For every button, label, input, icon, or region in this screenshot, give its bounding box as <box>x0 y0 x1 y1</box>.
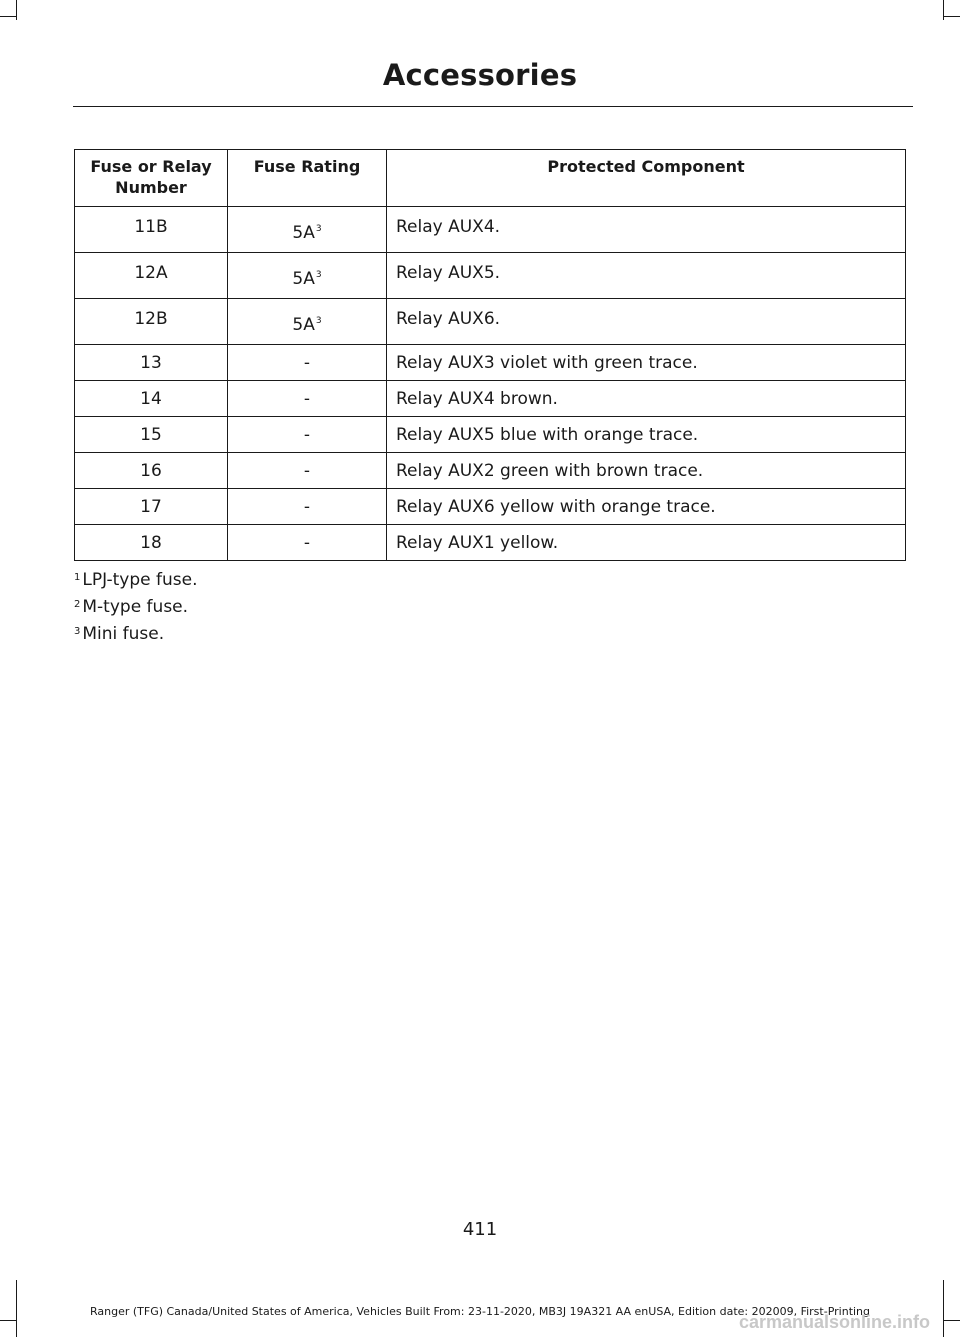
protected-component-cell: Relay AUX1 yellow. <box>387 525 906 561</box>
table-row <box>75 299 906 345</box>
title-divider <box>73 106 913 107</box>
protected-component-cell: Relay AUX6. <box>387 299 906 345</box>
page-title: Accessories <box>382 58 578 92</box>
protected-component-cell: Relay AUX4. <box>387 207 906 253</box>
protected-component-cell: Relay AUX5. <box>387 253 906 299</box>
fuse-number-cell: 14 <box>75 381 228 417</box>
crop-mark <box>943 1280 944 1325</box>
footnote <box>74 594 198 621</box>
table-row <box>75 453 906 489</box>
fuse-number-cell: 18 <box>75 525 228 561</box>
fuse-number-cell: 15 <box>75 417 228 453</box>
fuse-number-cell: 13 <box>75 345 228 381</box>
fuse-table <box>74 149 906 561</box>
fuse-number-cell: 11B <box>75 207 228 253</box>
footnote-text: LPJ-type fuse. <box>82 570 198 590</box>
footnote-ref: 3 <box>315 316 322 326</box>
fuse-rating-value: 5A <box>292 315 315 335</box>
crop-mark <box>16 0 17 20</box>
crop-mark <box>944 16 960 17</box>
footnote-text: M-type fuse. <box>82 597 189 617</box>
table-row <box>75 417 906 453</box>
table-row <box>75 253 906 299</box>
column-header-rating: Fuse Rating <box>228 150 387 207</box>
protected-component-cell: Relay AUX6 yellow with orange trace. <box>387 489 906 525</box>
protected-component-cell: Relay AUX4 brown. <box>387 381 906 417</box>
table-row <box>75 345 906 381</box>
fuse-rating-cell: - <box>228 489 387 525</box>
fuse-rating-cell: - <box>228 453 387 489</box>
crop-mark <box>943 0 944 20</box>
footnote-text: Mini fuse. <box>82 624 165 644</box>
footer-edition-text: Ranger (TFG) Canada/United States of America, Vehicles Built From: 23-11-2020, MB3J 19A321 AA enUSA, Edition date: 202009, First-Printing <box>89 1305 871 1318</box>
protected-component-cell: Relay AUX2 green with brown trace. <box>387 453 906 489</box>
fuse-number-cell: 12B <box>75 299 228 345</box>
fuse-rating-value: 5A <box>292 223 315 243</box>
crop-mark <box>944 1320 960 1321</box>
protected-component-cell: Relay AUX3 violet with green trace. <box>387 345 906 381</box>
footnotes <box>74 567 198 648</box>
watermark: carmanualsonline.info <box>738 1312 930 1332</box>
column-header-number: Fuse or Relay Number <box>75 150 228 207</box>
footnote-mark: 1 <box>74 572 81 583</box>
footnote-ref: 3 <box>315 270 322 280</box>
fuse-rating-cell <box>228 299 387 345</box>
table-header-row <box>75 150 906 207</box>
table-row <box>75 207 906 253</box>
page-number: 411 <box>462 1219 498 1240</box>
column-header-component: Protected Component <box>387 150 906 207</box>
table-row <box>75 489 906 525</box>
fuse-rating-cell: - <box>228 345 387 381</box>
fuse-rating-cell: - <box>228 381 387 417</box>
table-row <box>75 525 906 561</box>
crop-mark <box>0 16 16 17</box>
crop-mark <box>16 1280 17 1325</box>
fuse-number-cell: 12A <box>75 253 228 299</box>
footnote <box>74 567 198 594</box>
fuse-number-cell: 16 <box>75 453 228 489</box>
footnote-mark: 3 <box>74 626 81 637</box>
footnote-mark: 2 <box>74 599 81 610</box>
fuse-rating-cell <box>228 207 387 253</box>
fuse-number-cell: 17 <box>75 489 228 525</box>
footnote-ref: 3 <box>315 224 322 234</box>
protected-component-cell: Relay AUX5 blue with orange trace. <box>387 417 906 453</box>
footnote <box>74 621 198 648</box>
fuse-rating-value: 5A <box>292 269 315 289</box>
fuse-rating-cell: - <box>228 417 387 453</box>
crop-mark <box>0 1320 16 1321</box>
fuse-rating-cell <box>228 253 387 299</box>
table-row <box>75 381 906 417</box>
fuse-rating-cell: - <box>228 525 387 561</box>
